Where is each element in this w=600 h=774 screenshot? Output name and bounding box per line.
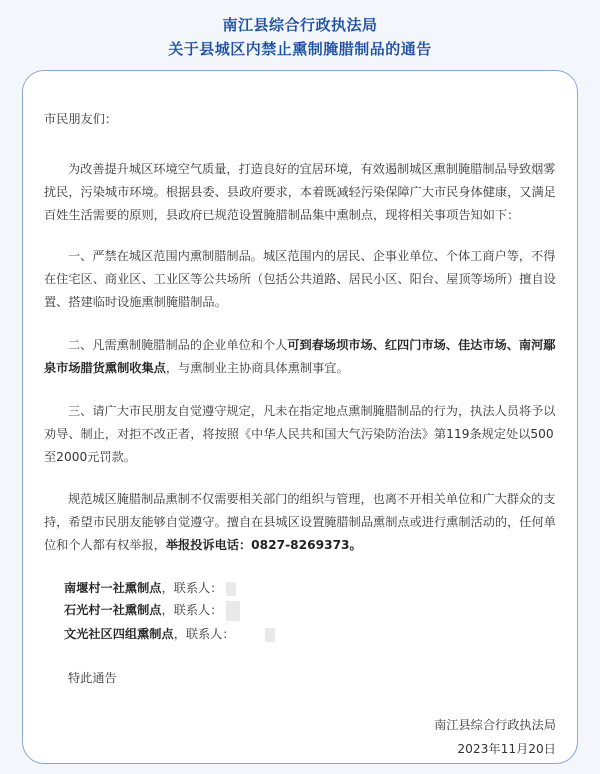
item-2-suffix: ，与熏制业主协商具体熏制事宜。 bbox=[165, 361, 349, 375]
item-2-text: 二、凡需熏制腌腊制品的企业单位和个人 bbox=[68, 338, 288, 352]
contact-row bbox=[64, 599, 240, 621]
item-2-markets: 可到春场坝市场、红四门市场、佳达市场、南河鄢泉市场腊货熏制收集点 bbox=[44, 338, 556, 375]
paragraph-item-2 bbox=[44, 334, 564, 380]
paragraph-item-1: 一、严禁在城区范围内熏制腊制品。城区范围内的居民、企事业单位、个体工商户等，不得在住宅区、商业区、工业区等公共场所（包括公共道路、居民小区、阳台、屋顶等场所）擅自设置、搭建临时设施熏制腌腊制品。 bbox=[44, 249, 556, 309]
issuer-title: 南江县综合行政执法局 bbox=[222, 16, 378, 34]
greeting: 市民朋友们： bbox=[44, 112, 118, 126]
contact-row bbox=[64, 623, 275, 645]
redacted-name bbox=[265, 628, 275, 642]
paragraph-conclusion bbox=[44, 488, 564, 557]
signature-org: 南江县综合行政执法局 bbox=[434, 718, 556, 732]
contact-point-name: 石光村一社熏制点 bbox=[64, 603, 162, 617]
contact-label: ，联系人： bbox=[161, 581, 223, 595]
contact-label: ，联系人： bbox=[161, 603, 223, 617]
contact-point-name: 文光社区四组熏制点 bbox=[64, 627, 174, 641]
conclusion-text: 规范城区腌腊制品熏制不仅需要相关部门的组织与管理，也离不开相关单位和广大群众的支持，希望市民朋友能够自觉遵守。擅自在县城区设置腌腊制品熏制点或进行熏制活动的，任何单位和个人都有权举报， bbox=[44, 492, 556, 552]
contact-label: ，联系人： bbox=[173, 627, 235, 641]
contact-row bbox=[64, 577, 236, 599]
document-header bbox=[0, 0, 600, 68]
report-hotline: 举报投诉电话：0827-8269373。 bbox=[165, 538, 362, 552]
paragraph-item-3: 三、请广大市民朋友自觉遵守规定，凡未在指定地点熏制腌腊制品的行为，执法人员将予以劝导、制止，对拒不改正者，将按照《中华人民共和国大气污染防治法》第119条规定处以500至2000元罚款。 bbox=[44, 404, 556, 464]
signature-date: 2023年11月20日 bbox=[457, 742, 556, 756]
paragraph-intro: 为改善提升城区环境空气质量，打造良好的宜居环境，有效遏制城区熏制腌腊制品导致烟雾扰民，污染城市环境。根据县委、县政府要求，本着既减轻污染保障广大市民身体健康，又满足百姓生活需要的原则，县政府已规范设置腌腊制品集中熏制点，现将相关事项告知如下： bbox=[44, 162, 556, 222]
redacted-name bbox=[226, 601, 240, 621]
contact-point-name: 南堰村一社熏制点 bbox=[64, 581, 162, 595]
notice-title: 关于县城区内禁止熏制腌腊制品的通告 bbox=[168, 40, 432, 58]
redacted-name bbox=[226, 582, 236, 596]
closing-line: 特此通告 bbox=[68, 671, 117, 685]
